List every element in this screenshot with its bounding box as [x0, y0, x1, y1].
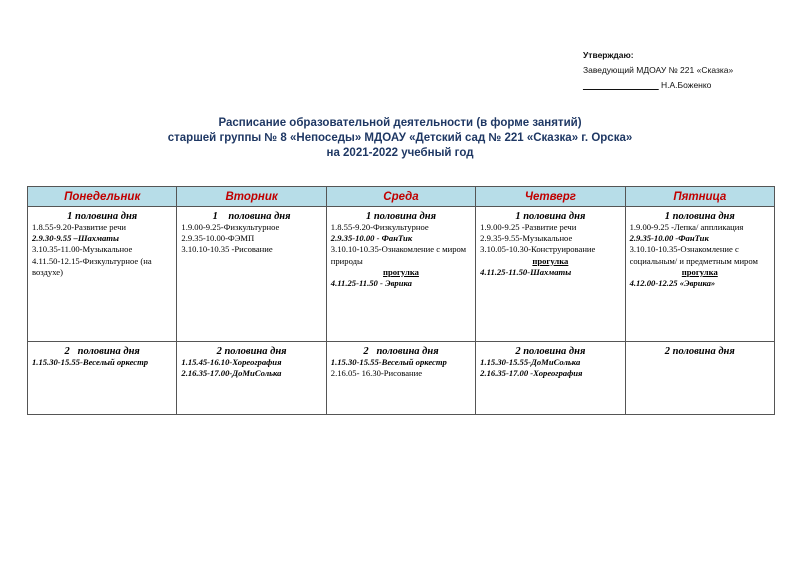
half-title: 2 половина дня — [216, 346, 287, 357]
approver-name: Н.А.Боженко — [661, 80, 712, 90]
walk-label: прогулка — [532, 255, 569, 266]
half-title: 1 половина дня — [365, 211, 436, 222]
day-header-tuesday: Вторник — [177, 187, 326, 207]
cell-monday-second-half — [28, 342, 177, 415]
cell-monday-first-half — [28, 207, 177, 342]
lesson: 1.15.30-15.55-Веселый оркестр — [330, 357, 447, 367]
lesson: 1.9.00-9.25 -Лепка/ аппликация — [629, 222, 744, 232]
half-title: 1 половина дня — [515, 211, 586, 222]
lesson: 3.10.10-10.35 -Рисование — [181, 244, 273, 255]
cell-friday-second-half — [625, 342, 774, 415]
lesson: 1.15.30-15.55-Веселый оркестр — [32, 357, 149, 367]
second-half-row — [28, 342, 775, 415]
page-title — [0, 116, 800, 161]
half-title: 1 половина дня — [212, 211, 291, 222]
signature-line: ________________ — [583, 80, 659, 90]
lesson: 1.8.55-9.20-Физкультурное — [330, 222, 429, 232]
half-title: 2 половина дня — [363, 346, 439, 357]
cell-thursday-second-half — [476, 342, 625, 415]
approval-signature — [583, 78, 788, 93]
lesson: 1.15.30-15.55-ДоМиСолька — [480, 357, 581, 367]
lesson: 2.16.35-17.00-ДоМиСолька — [181, 368, 282, 379]
cell-wednesday-second-half — [326, 342, 475, 415]
cell-friday-first-half — [625, 207, 774, 342]
lesson: 1.15.45-16.10-Хореография — [181, 357, 282, 367]
lesson: 4.12.00-12.25 «Эврика» — [629, 278, 716, 289]
lesson: 2.9.35-10.00 -ФанТик — [629, 233, 709, 244]
title-line-3: на 2021-2022 учебный год — [326, 147, 474, 159]
half-title: 2 половина дня — [515, 346, 586, 357]
approval-position: Заведующий МДОАУ № 221 «Сказка» — [583, 65, 734, 75]
walk-label: прогулка — [681, 266, 718, 277]
day-header-friday: Пятница — [625, 187, 774, 207]
approval-block — [583, 48, 788, 93]
lesson: 2.9.35-10.00-ФЭМП — [181, 233, 255, 244]
schedule-table — [27, 186, 775, 415]
lesson: 4.11.25-11.50 - Эврика — [330, 278, 412, 289]
lesson: 2.9.35-10.00 - ФанТик — [330, 233, 413, 244]
lesson: 2.16.35-17.00 -Хореография — [480, 368, 583, 379]
lesson: 1.8.55-9.20-Развитие речи — [32, 222, 127, 232]
lesson: 4.11.50-12.15-Физкультурное (на воздухе) — [32, 255, 152, 277]
lesson: 1.9.00-9.25 -Развитие речи — [480, 222, 577, 232]
cell-tuesday-first-half — [177, 207, 326, 342]
cell-thursday-first-half — [476, 207, 625, 342]
cell-wednesday-first-half — [326, 207, 475, 342]
title-line-1: Расписание образовательной деятельности (в форме занятий) — [218, 117, 582, 129]
lesson: 2.9.35-9.55-Музыкальное — [480, 233, 573, 244]
day-header-thursday: Четверг — [476, 187, 625, 207]
lesson: 3.10.10-10.35-Ознакомление с социальным/ и предметным миром — [629, 244, 758, 266]
half-title: 2 половина дня — [64, 346, 140, 357]
half-title: 1 половина дня — [67, 211, 138, 222]
first-half-row — [28, 207, 775, 342]
walk-label: прогулка — [383, 266, 419, 277]
lesson: 3.10.35-11.00-Музыкальное — [32, 244, 133, 255]
lesson: 1.9.00-9.25-Физкультурное — [181, 222, 280, 232]
lesson: 2.9.30-9.55 –Шахматы — [32, 233, 119, 244]
day-header-monday: Понедельник — [28, 187, 177, 207]
half-title: 2 половина дня — [664, 346, 735, 357]
cell-tuesday-second-half — [177, 342, 326, 415]
day-header-row — [28, 187, 775, 207]
lesson: 4.11.25-11.50-Шахматы — [480, 266, 572, 277]
lesson: 2.16.05- 16.30-Рисование — [330, 368, 423, 379]
day-header-wednesday: Среда — [326, 187, 475, 207]
lesson: 3.10.10-10.35-Ознакомление с миром природы — [330, 244, 467, 266]
half-title: 1 половина дня — [664, 211, 735, 222]
title-line-2: старшей группы № 8 «Непоседы» МДОАУ «Детский сад № 221 «Сказка» г. Орска» — [167, 132, 633, 144]
approval-title: Утверждаю: — [583, 50, 634, 60]
lesson: 3.10.05-10.30-Конструирование — [480, 244, 596, 255]
